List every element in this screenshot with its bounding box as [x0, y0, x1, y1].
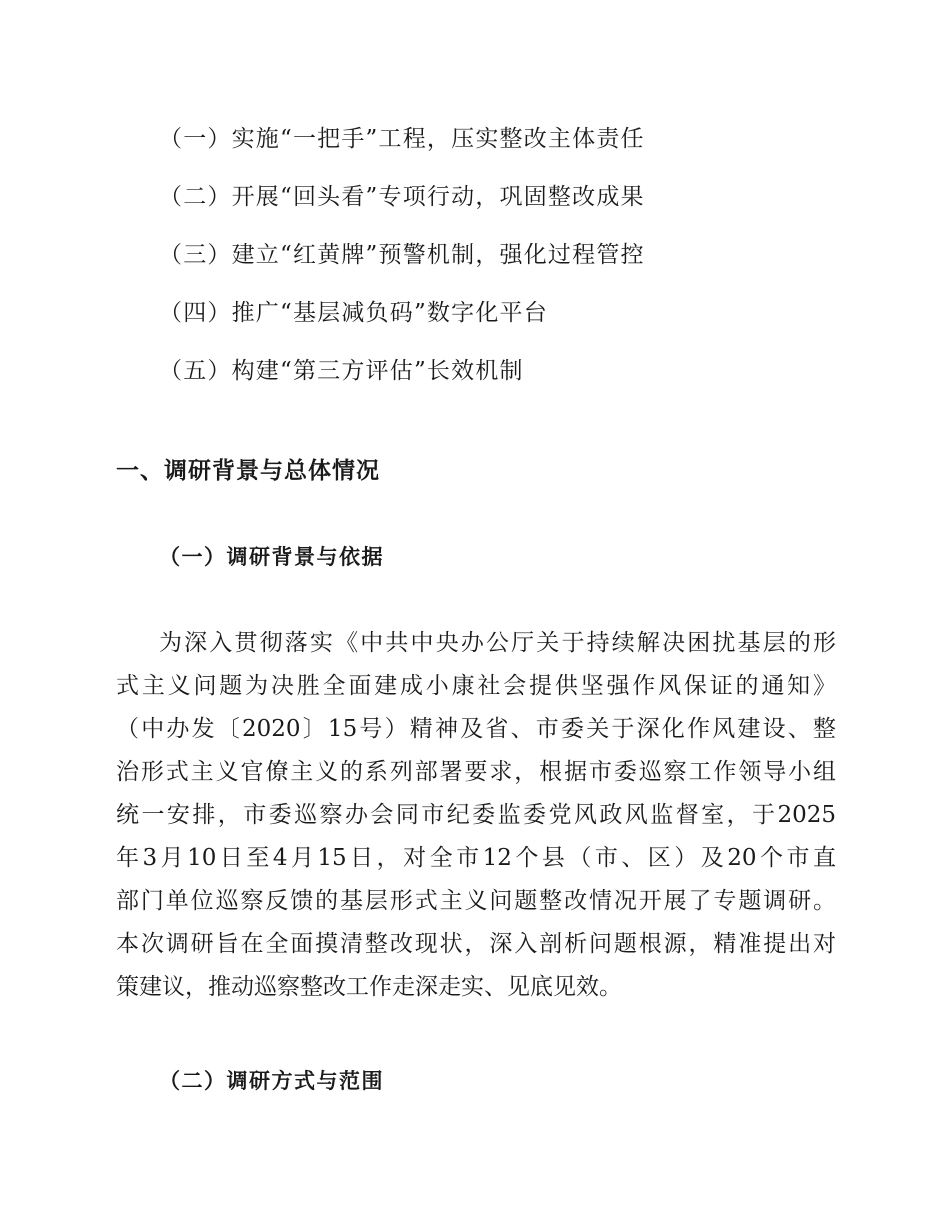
paragraph-line: 年3月10日至4月15日，对全市12个县（市、区）及20个市直 — [116, 845, 836, 871]
toc-item-5: （五）构建“第三方评估”长效机制 — [159, 358, 524, 384]
toc-item-4: （四）推广“基层减负码”数字化平台 — [159, 300, 548, 326]
paragraph-line: 本次调研旨在全面摸清整改现状，深入剖析问题根源，精准提出对 — [116, 931, 836, 957]
paragraph-line: 策建议，推动巡察整改工作走深走实、见底见效。 — [116, 974, 622, 1000]
subsection-heading-2: （二）调研方式与范围 — [159, 1069, 384, 1093]
paragraph-line: 部门单位巡察反馈的基层形式主义问题整改情况开展了专题调研。 — [116, 888, 836, 914]
paragraph-line: 治形式主义官僚主义的系列部署要求，根据市委巡察工作领导小组 — [116, 759, 836, 785]
paragraph-line: （中办发〔2020〕15号）精神及省、市委关于深化作风建设、整 — [116, 716, 836, 742]
toc-item-1: （一）实施“一把手”工程，压实整改主体责任 — [159, 126, 645, 152]
paragraph-line: 式主义问题为决胜全面建成小康社会提供坚强作风保证的通知》 — [116, 673, 836, 699]
paragraph-line: 为深入贯彻落实《中共中央办公厅关于持续解决困扰基层的形 — [159, 630, 836, 656]
paragraph-line: 统一安排，市委巡察办会同市纪委监委党风政风监督室，于2025 — [116, 802, 836, 828]
subsection-heading-1: （一）调研背景与依据 — [159, 545, 384, 569]
toc-item-2: （二）开展“回头看”专项行动，巩固整改成果 — [159, 184, 645, 210]
toc-item-3: （三）建立“红黄牌”预警机制，强化过程管控 — [159, 242, 645, 268]
section-heading: 一、调研背景与总体情况 — [116, 458, 380, 484]
